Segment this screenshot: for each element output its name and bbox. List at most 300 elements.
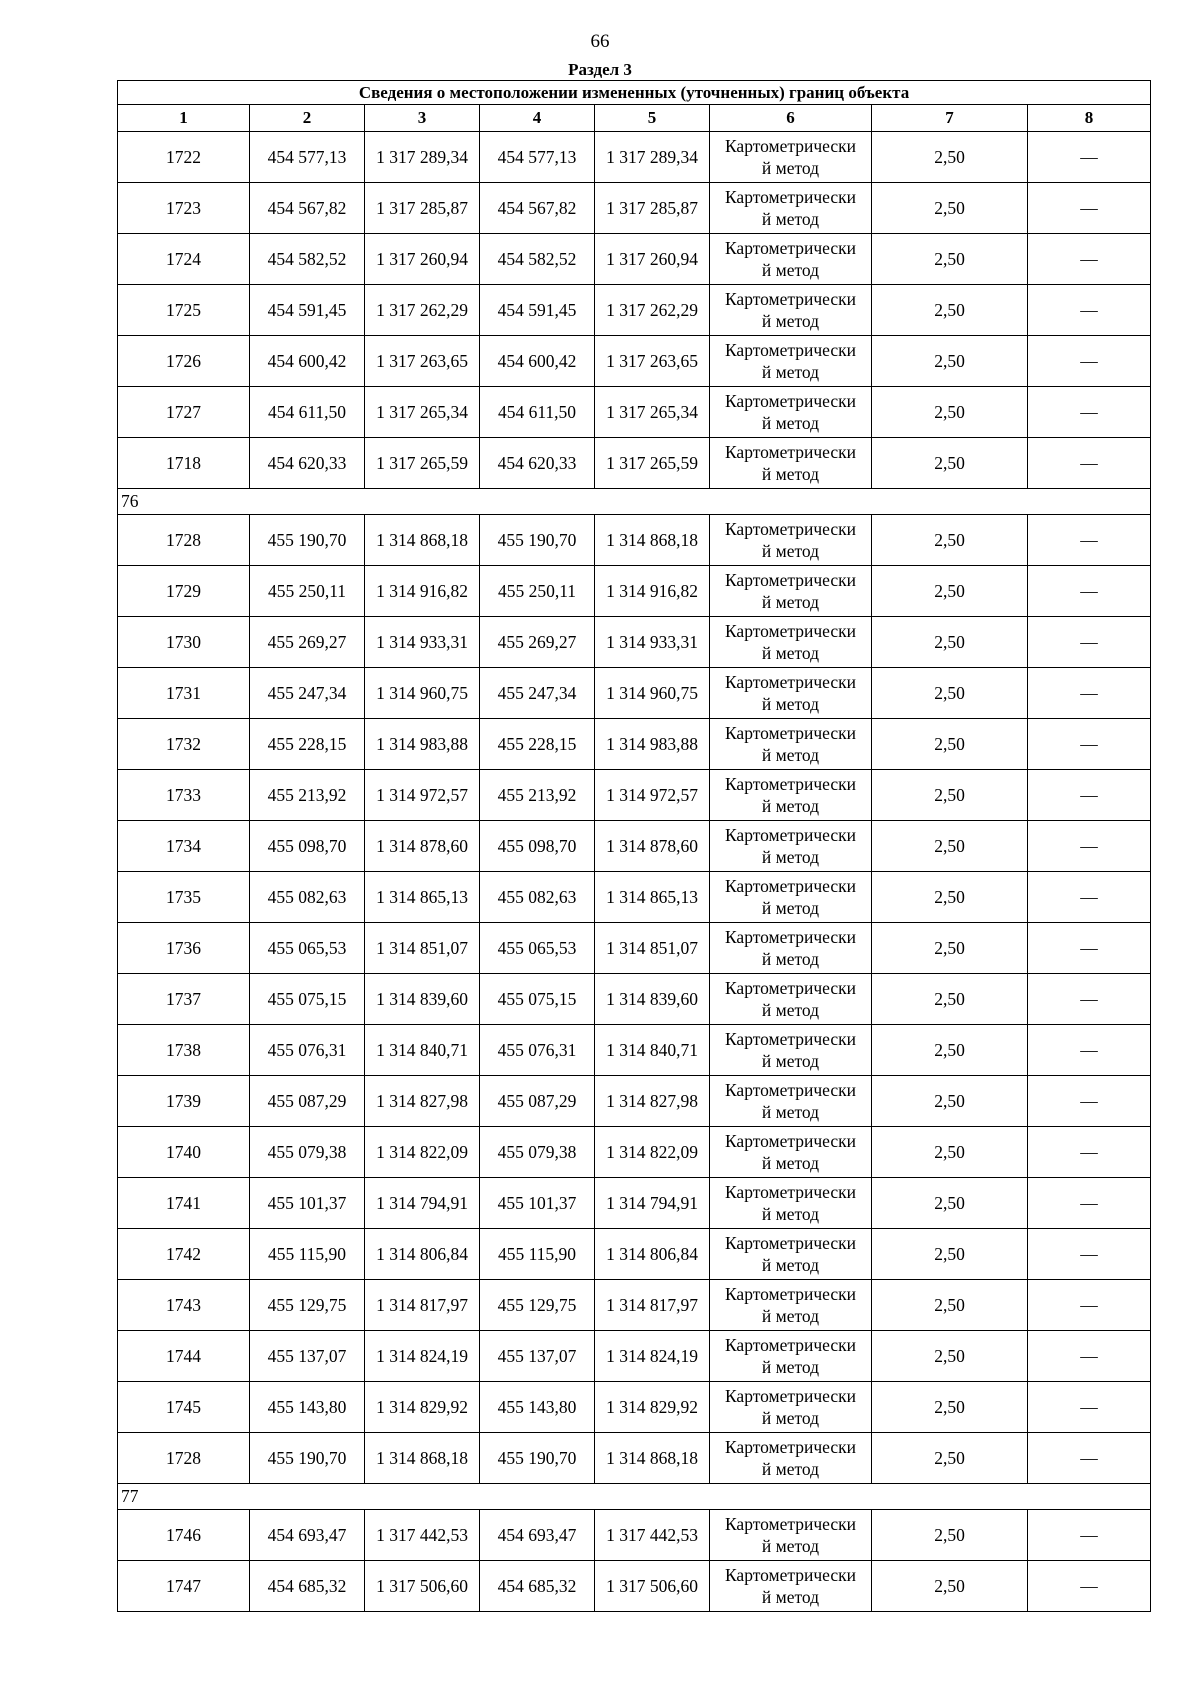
new-x: 454 693,47 — [480, 1510, 595, 1561]
new-x: 454 577,13 — [480, 132, 595, 183]
method — [710, 872, 872, 923]
table-row — [118, 387, 1151, 438]
table-row — [118, 770, 1151, 821]
group-label: 77 — [118, 1484, 1151, 1510]
existing-y: 1 317 285,87 — [365, 183, 480, 234]
new-x: 455 129,75 — [480, 1280, 595, 1331]
table-row — [118, 1127, 1151, 1178]
method-line: й метод — [761, 1408, 820, 1428]
point-number: 1736 — [118, 923, 250, 974]
point-number: 1724 — [118, 234, 250, 285]
new-y: 1 314 983,88 — [595, 719, 710, 770]
boundary-coordinates-table — [117, 80, 1151, 1612]
method-line: Картометрически — [724, 136, 857, 156]
description: — — [1028, 974, 1151, 1025]
existing-x: 454 620,33 — [250, 438, 365, 489]
description: — — [1028, 923, 1151, 974]
method-line: Картометрически — [724, 672, 857, 692]
existing-x: 455 213,92 — [250, 770, 365, 821]
column-header: 7 — [872, 105, 1028, 132]
accuracy: 2,50 — [872, 132, 1028, 183]
column-header: 1 — [118, 105, 250, 132]
table-row — [118, 1382, 1151, 1433]
new-x: 455 190,70 — [480, 1433, 595, 1484]
existing-y: 1 314 960,75 — [365, 668, 480, 719]
column-header: 6 — [710, 105, 872, 132]
method-line: Картометрически — [724, 340, 857, 360]
method — [710, 770, 872, 821]
table-row — [118, 821, 1151, 872]
point-number: 1746 — [118, 1510, 250, 1561]
method — [710, 1280, 872, 1331]
method — [710, 1076, 872, 1127]
existing-x: 454 611,50 — [250, 387, 365, 438]
method-line: й метод — [761, 362, 820, 382]
description: — — [1028, 1433, 1151, 1484]
new-y: 1 317 265,34 — [595, 387, 710, 438]
method — [710, 923, 872, 974]
new-y: 1 317 265,59 — [595, 438, 710, 489]
new-x: 454 591,45 — [480, 285, 595, 336]
accuracy: 2,50 — [872, 1229, 1028, 1280]
new-x: 455 065,53 — [480, 923, 595, 974]
description: — — [1028, 285, 1151, 336]
accuracy: 2,50 — [872, 923, 1028, 974]
existing-x: 455 101,37 — [250, 1178, 365, 1229]
new-x: 455 250,11 — [480, 566, 595, 617]
method-line: й метод — [761, 745, 820, 765]
existing-y: 1 314 840,71 — [365, 1025, 480, 1076]
method-line: Картометрически — [724, 1182, 857, 1202]
description: — — [1028, 1331, 1151, 1382]
method — [710, 387, 872, 438]
new-x: 455 076,31 — [480, 1025, 595, 1076]
existing-x: 454 685,32 — [250, 1561, 365, 1612]
description: — — [1028, 336, 1151, 387]
point-number: 1730 — [118, 617, 250, 668]
new-y: 1 314 827,98 — [595, 1076, 710, 1127]
new-x: 455 137,07 — [480, 1331, 595, 1382]
existing-x: 455 098,70 — [250, 821, 365, 872]
method-line: Картометрически — [724, 289, 857, 309]
existing-x: 455 269,27 — [250, 617, 365, 668]
method — [710, 1382, 872, 1433]
description: — — [1028, 515, 1151, 566]
method-line: й метод — [761, 1000, 820, 1020]
accuracy: 2,50 — [872, 1433, 1028, 1484]
table-row — [118, 1280, 1151, 1331]
existing-x: 455 076,31 — [250, 1025, 365, 1076]
method-line: Картометрически — [724, 1080, 857, 1100]
accuracy: 2,50 — [872, 1382, 1028, 1433]
accuracy: 2,50 — [872, 1331, 1028, 1382]
existing-x: 455 250,11 — [250, 566, 365, 617]
existing-x: 455 143,80 — [250, 1382, 365, 1433]
new-y: 1 314 824,19 — [595, 1331, 710, 1382]
existing-x: 455 129,75 — [250, 1280, 365, 1331]
description: — — [1028, 1510, 1151, 1561]
existing-y: 1 314 829,92 — [365, 1382, 480, 1433]
new-y: 1 317 289,34 — [595, 132, 710, 183]
group-label-row — [118, 1484, 1151, 1510]
column-header-row — [118, 105, 1151, 132]
column-header: 5 — [595, 105, 710, 132]
existing-y: 1 314 933,31 — [365, 617, 480, 668]
method — [710, 132, 872, 183]
method — [710, 183, 872, 234]
method-line: Картометрически — [724, 978, 857, 998]
table-row — [118, 183, 1151, 234]
accuracy: 2,50 — [872, 387, 1028, 438]
accuracy: 2,50 — [872, 515, 1028, 566]
new-y: 1 317 262,29 — [595, 285, 710, 336]
method-line: Картометрически — [724, 774, 857, 794]
table-row — [118, 515, 1151, 566]
method-line: й метод — [761, 464, 820, 484]
description: — — [1028, 1025, 1151, 1076]
existing-y: 1 314 983,88 — [365, 719, 480, 770]
point-number: 1745 — [118, 1382, 250, 1433]
table-row — [118, 1025, 1151, 1076]
description: — — [1028, 1178, 1151, 1229]
existing-y: 1 314 822,09 — [365, 1127, 480, 1178]
existing-y: 1 317 442,53 — [365, 1510, 480, 1561]
description: — — [1028, 566, 1151, 617]
accuracy: 2,50 — [872, 821, 1028, 872]
table-row — [118, 438, 1151, 489]
accuracy: 2,50 — [872, 1127, 1028, 1178]
description: — — [1028, 1561, 1151, 1612]
accuracy: 2,50 — [872, 974, 1028, 1025]
point-number: 1740 — [118, 1127, 250, 1178]
existing-x: 455 228,15 — [250, 719, 365, 770]
description: — — [1028, 183, 1151, 234]
existing-x: 455 115,90 — [250, 1229, 365, 1280]
method — [710, 566, 872, 617]
existing-x: 455 247,34 — [250, 668, 365, 719]
table-row — [118, 1076, 1151, 1127]
new-x: 454 685,32 — [480, 1561, 595, 1612]
method-line: Картометрически — [724, 1565, 857, 1585]
existing-y: 1 314 865,13 — [365, 872, 480, 923]
existing-y: 1 317 289,34 — [365, 132, 480, 183]
method-line: Картометрически — [724, 1029, 857, 1049]
method-line: Картометрически — [724, 570, 857, 590]
accuracy: 2,50 — [872, 1025, 1028, 1076]
method-line: Картометрически — [724, 621, 857, 641]
method-line: й метод — [761, 1204, 820, 1224]
point-number: 1731 — [118, 668, 250, 719]
new-x: 455 115,90 — [480, 1229, 595, 1280]
description: — — [1028, 234, 1151, 285]
point-number: 1733 — [118, 770, 250, 821]
new-x: 455 101,37 — [480, 1178, 595, 1229]
method — [710, 719, 872, 770]
new-y: 1 314 839,60 — [595, 974, 710, 1025]
accuracy: 2,50 — [872, 1280, 1028, 1331]
existing-y: 1 314 851,07 — [365, 923, 480, 974]
method — [710, 1561, 872, 1612]
new-x: 455 075,15 — [480, 974, 595, 1025]
method-line: й метод — [761, 1357, 820, 1377]
point-number: 1725 — [118, 285, 250, 336]
table-row — [118, 617, 1151, 668]
method — [710, 821, 872, 872]
method-line: Картометрически — [724, 391, 857, 411]
table-row — [118, 1331, 1151, 1382]
accuracy: 2,50 — [872, 1510, 1028, 1561]
method-line: й метод — [761, 413, 820, 433]
new-x: 454 611,50 — [480, 387, 595, 438]
section-title: Раздел 3 — [568, 60, 632, 79]
method-line: Картометрически — [724, 1233, 857, 1253]
accuracy: 2,50 — [872, 872, 1028, 923]
existing-y: 1 314 827,98 — [365, 1076, 480, 1127]
new-x: 454 582,52 — [480, 234, 595, 285]
method — [710, 1331, 872, 1382]
new-x: 455 247,34 — [480, 668, 595, 719]
group-label-row — [118, 489, 1151, 515]
method — [710, 1178, 872, 1229]
new-y: 1 317 263,65 — [595, 336, 710, 387]
method-line: й метод — [761, 1587, 820, 1607]
new-y: 1 314 794,91 — [595, 1178, 710, 1229]
point-number: 1747 — [118, 1561, 250, 1612]
method-line: Картометрически — [724, 1131, 857, 1151]
group-label: 76 — [118, 489, 1151, 515]
accuracy: 2,50 — [872, 770, 1028, 821]
new-y: 1 317 506,60 — [595, 1561, 710, 1612]
table-caption: Сведения о местоположении измененных (уточненных) границ объекта — [118, 81, 1151, 105]
description: — — [1028, 1382, 1151, 1433]
description: — — [1028, 387, 1151, 438]
description: — — [1028, 872, 1151, 923]
method-line: й метод — [761, 592, 820, 612]
accuracy: 2,50 — [872, 719, 1028, 770]
new-y: 1 314 972,57 — [595, 770, 710, 821]
column-header: 2 — [250, 105, 365, 132]
accuracy: 2,50 — [872, 183, 1028, 234]
new-y: 1 317 442,53 — [595, 1510, 710, 1561]
method-line: Картометрически — [724, 723, 857, 743]
new-x: 454 567,82 — [480, 183, 595, 234]
existing-y: 1 314 972,57 — [365, 770, 480, 821]
method-line: й метод — [761, 1306, 820, 1326]
method-line: й метод — [761, 1459, 820, 1479]
description: — — [1028, 821, 1151, 872]
column-header: 8 — [1028, 105, 1151, 132]
method-line: Картометрически — [724, 1437, 857, 1457]
point-number: 1729 — [118, 566, 250, 617]
point-number: 1728 — [118, 1433, 250, 1484]
table-row — [118, 285, 1151, 336]
existing-x: 455 137,07 — [250, 1331, 365, 1382]
existing-x: 454 582,52 — [250, 234, 365, 285]
description: — — [1028, 1076, 1151, 1127]
new-x: 455 087,29 — [480, 1076, 595, 1127]
method-line: Картометрически — [724, 187, 857, 207]
new-y: 1 314 851,07 — [595, 923, 710, 974]
existing-y: 1 317 265,34 — [365, 387, 480, 438]
accuracy: 2,50 — [872, 336, 1028, 387]
table-row — [118, 923, 1151, 974]
new-y: 1 314 916,82 — [595, 566, 710, 617]
accuracy: 2,50 — [872, 566, 1028, 617]
existing-y: 1 314 868,18 — [365, 1433, 480, 1484]
accuracy: 2,50 — [872, 617, 1028, 668]
point-number: 1737 — [118, 974, 250, 1025]
existing-x: 454 577,13 — [250, 132, 365, 183]
method-line: Картометрически — [724, 1386, 857, 1406]
existing-x: 454 591,45 — [250, 285, 365, 336]
method — [710, 285, 872, 336]
new-y: 1 314 960,75 — [595, 668, 710, 719]
table-row — [118, 566, 1151, 617]
new-y: 1 314 817,97 — [595, 1280, 710, 1331]
existing-y: 1 314 868,18 — [365, 515, 480, 566]
table-row — [118, 1229, 1151, 1280]
new-y: 1 314 868,18 — [595, 515, 710, 566]
new-x: 454 620,33 — [480, 438, 595, 489]
accuracy: 2,50 — [872, 285, 1028, 336]
new-y: 1 317 260,94 — [595, 234, 710, 285]
accuracy: 2,50 — [872, 234, 1028, 285]
column-header: 4 — [480, 105, 595, 132]
existing-y: 1 314 824,19 — [365, 1331, 480, 1382]
description: — — [1028, 438, 1151, 489]
point-number: 1742 — [118, 1229, 250, 1280]
accuracy: 2,50 — [872, 1178, 1028, 1229]
method-line: й метод — [761, 898, 820, 918]
method-line: й метод — [761, 643, 820, 663]
point-number: 1726 — [118, 336, 250, 387]
method — [710, 617, 872, 668]
method — [710, 668, 872, 719]
method-line: Картометрически — [724, 442, 857, 462]
accuracy: 2,50 — [872, 1561, 1028, 1612]
table-row — [118, 234, 1151, 285]
existing-x: 455 082,63 — [250, 872, 365, 923]
page-number: 66 — [590, 31, 610, 52]
method — [710, 1510, 872, 1561]
new-y: 1 314 868,18 — [595, 1433, 710, 1484]
table-row — [118, 336, 1151, 387]
description: — — [1028, 617, 1151, 668]
table-row — [118, 872, 1151, 923]
method — [710, 1025, 872, 1076]
existing-x: 454 693,47 — [250, 1510, 365, 1561]
method-line: й метод — [761, 1255, 820, 1275]
method-line: й метод — [761, 847, 820, 867]
point-number: 1728 — [118, 515, 250, 566]
point-number: 1735 — [118, 872, 250, 923]
table-row — [118, 668, 1151, 719]
description: — — [1028, 668, 1151, 719]
new-y: 1 314 806,84 — [595, 1229, 710, 1280]
description: — — [1028, 1229, 1151, 1280]
new-y: 1 314 829,92 — [595, 1382, 710, 1433]
existing-x: 455 079,38 — [250, 1127, 365, 1178]
table-row — [118, 1510, 1151, 1561]
method — [710, 515, 872, 566]
method-line: й метод — [761, 158, 820, 178]
description: — — [1028, 770, 1151, 821]
existing-y: 1 314 806,84 — [365, 1229, 480, 1280]
table-row — [118, 1433, 1151, 1484]
description: — — [1028, 719, 1151, 770]
method-line: й метод — [761, 1051, 820, 1071]
method-line: й метод — [761, 1153, 820, 1173]
new-x: 454 600,42 — [480, 336, 595, 387]
method-line: Картометрически — [724, 927, 857, 947]
point-number: 1734 — [118, 821, 250, 872]
method-line: й метод — [761, 311, 820, 331]
new-x: 455 190,70 — [480, 515, 595, 566]
existing-x: 455 190,70 — [250, 515, 365, 566]
existing-y: 1 317 260,94 — [365, 234, 480, 285]
point-number: 1723 — [118, 183, 250, 234]
table-row — [118, 974, 1151, 1025]
point-number: 1732 — [118, 719, 250, 770]
method-line: й метод — [761, 694, 820, 714]
method — [710, 1229, 872, 1280]
new-y: 1 314 878,60 — [595, 821, 710, 872]
existing-x: 455 190,70 — [250, 1433, 365, 1484]
table-row — [118, 719, 1151, 770]
existing-x: 455 075,15 — [250, 974, 365, 1025]
new-x: 455 228,15 — [480, 719, 595, 770]
method-line: й метод — [761, 1102, 820, 1122]
point-number: 1743 — [118, 1280, 250, 1331]
new-x: 455 082,63 — [480, 872, 595, 923]
table-row — [118, 132, 1151, 183]
existing-x: 454 600,42 — [250, 336, 365, 387]
point-number: 1718 — [118, 438, 250, 489]
existing-y: 1 317 506,60 — [365, 1561, 480, 1612]
accuracy: 2,50 — [872, 438, 1028, 489]
existing-x: 454 567,82 — [250, 183, 365, 234]
method — [710, 234, 872, 285]
method-line: й метод — [761, 541, 820, 561]
new-y: 1 317 285,87 — [595, 183, 710, 234]
method-line: й метод — [761, 796, 820, 816]
method — [710, 1433, 872, 1484]
accuracy: 2,50 — [872, 1076, 1028, 1127]
column-header: 3 — [365, 105, 480, 132]
method-line: Картометрически — [724, 1514, 857, 1534]
point-number: 1741 — [118, 1178, 250, 1229]
existing-x: 455 087,29 — [250, 1076, 365, 1127]
existing-y: 1 314 817,97 — [365, 1280, 480, 1331]
existing-x: 455 065,53 — [250, 923, 365, 974]
new-y: 1 314 840,71 — [595, 1025, 710, 1076]
accuracy: 2,50 — [872, 668, 1028, 719]
method-line: Картометрически — [724, 1335, 857, 1355]
method-line: Картометрически — [724, 876, 857, 896]
new-x: 455 079,38 — [480, 1127, 595, 1178]
method-line: Картометрически — [724, 519, 857, 539]
table-caption-row — [118, 81, 1151, 105]
table-row — [118, 1561, 1151, 1612]
new-x: 455 269,27 — [480, 617, 595, 668]
point-number: 1744 — [118, 1331, 250, 1382]
method-line: Картометрически — [724, 1284, 857, 1304]
method-line: й метод — [761, 209, 820, 229]
table-body — [118, 81, 1151, 1612]
method — [710, 438, 872, 489]
existing-y: 1 314 794,91 — [365, 1178, 480, 1229]
new-y: 1 314 822,09 — [595, 1127, 710, 1178]
